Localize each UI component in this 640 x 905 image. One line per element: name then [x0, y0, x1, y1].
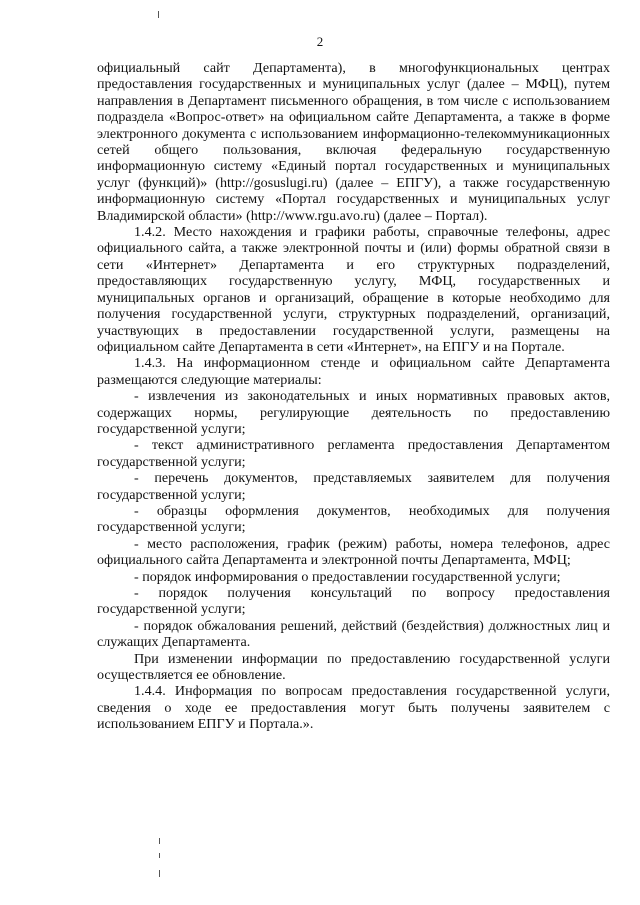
- scan-mark-top: [158, 11, 159, 18]
- paragraph-1-4-2: 1.4.2. Место нахождения и графики работы, справочные телефоны, адрес официального сайта, а также электронной почты и (или) формы обратной связи в сети «Интернет» Департамента и его структурных подразделений, предоставляющих государственную услугу, МФЦ, государственных и муниципальных органов и организаций, обращение в которые необходимо для получения государственной услуги, структурных подразделений, организаций, участвующих в предоставлении государственной услуги, размещены на официальном сайте Департамента в сети «Интернет», на ЕПГУ и на Портале.: [97, 224, 610, 355]
- scan-mark-bottom-2: [159, 853, 160, 858]
- paragraph-1-4-4: 1.4.4. Информация по вопросам предоставления государственной услуги, сведения о ходе ее предоставления могут быть получены заявителем с использованием ЕПГУ и Портала.».: [97, 683, 610, 733]
- scan-mark-bottom-1: [159, 838, 160, 844]
- list-item-documents-list: - перечень документов, представляемых заявителем для получения государственной услуги;: [97, 470, 610, 503]
- scan-mark-bottom-3: [159, 870, 160, 877]
- paragraph-continuation: официальный сайт Департамента), в многофункциональных центрах предоставления государственных и муниципальных услуг (далее – МФЦ), путем направления в Департамент письменного обращения, в том числе с использованием подраздела «Вопрос-ответ» на официальном сайте Департамента, а также в форме электронного документа с использованием информационно-телекоммуникационных сетей общего пользования, включая федеральную государственную информационную систему «Единый портал государственных и муниципальных услуг (функций)» (http://gosuslugi.ru) (далее – ЕПГУ), а также государственную информационную систему «Портал государственных и муниципальных услуг Владимирской области» (http://www.rgu.avo.ru) (далее – Портал).: [97, 60, 610, 224]
- list-item-regulation-text: - текст административного регламента предоставления Департаментом государственной услуги;: [97, 437, 610, 470]
- list-item-legal-extracts: - извлечения из законодательных и иных нормативных правовых актов, содержащих нормы, регулирующие деятельность по предоставлению государственной услуги;: [97, 388, 610, 437]
- document-body: [97, 60, 610, 733]
- paragraph-update-note: При изменении информации по предоставлению государственной услуги осуществляется ее обновление.: [97, 650, 610, 684]
- list-item-location-schedule: - место расположения, график (режим) работы, номера телефонов, адрес официального сайта Департамента и электронной почты Департамента, МФЦ;: [97, 535, 610, 569]
- paragraph-1-4-3: 1.4.3. На информационном стенде и официальном сайте Департамента размещаются следующие материалы:: [97, 355, 610, 388]
- list-item-appeal-procedure: - порядок обжалования решений, действий (бездействия) должностных лиц и служащих Департамента.: [97, 617, 610, 651]
- list-item-informing-procedure: - порядок информирования о предоставлении государственной услуги;: [134, 568, 561, 585]
- list-item-document-samples: - образцы оформления документов, необходимых для получения государственной услуги;: [97, 502, 610, 536]
- page-number: 2: [316, 34, 324, 49]
- list-item-consultation-procedure: - порядок получения консультаций по вопросу предоставления государственной услуги;: [97, 585, 610, 618]
